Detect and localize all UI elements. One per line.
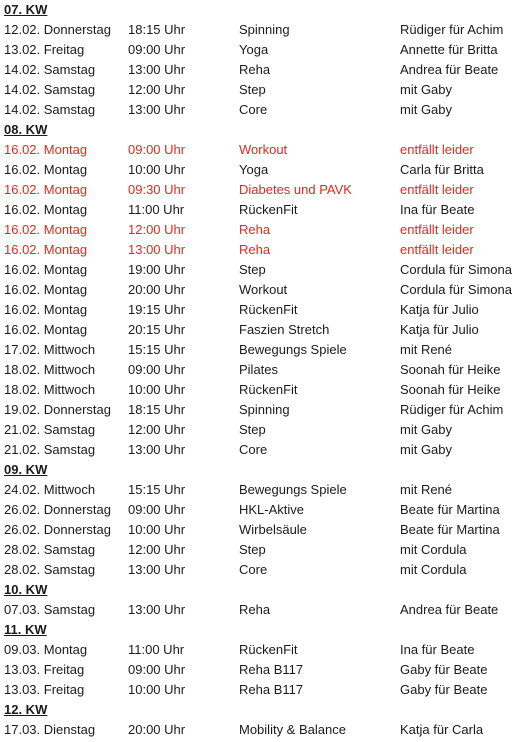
schedule-row <box>0 300 527 320</box>
course-cell: RückenFit <box>239 202 298 217</box>
note-cell: Beate für Martina <box>400 502 500 517</box>
time-cell: 20:00 Uhr <box>128 282 186 297</box>
note-cell: Katja für Julio <box>400 322 479 337</box>
course-cell: Core <box>239 562 268 577</box>
date-cell: 16.02. Montag <box>4 242 88 257</box>
week-label: 12. KW <box>4 702 48 717</box>
note-cell: Rüdiger für Achim <box>400 402 504 417</box>
schedule-row <box>0 420 527 440</box>
date-cell: 16.02. Montag <box>4 322 88 337</box>
week-label: 10. KW <box>4 582 48 597</box>
course-cell: Reha <box>239 242 271 257</box>
date-cell: 26.02. Donnerstag <box>4 522 111 537</box>
note-cell: entfällt leider <box>400 242 474 257</box>
course-cell: Mobility & Balance <box>239 722 346 737</box>
course-cell: Diabetes und PAVK <box>239 182 352 197</box>
course-cell: Bewegungs Spiele <box>239 342 347 357</box>
time-cell: 09:00 Uhr <box>128 42 186 57</box>
course-cell: Spinning <box>239 402 290 417</box>
note-cell: mit Cordula <box>400 562 467 577</box>
course-cell: Step <box>239 82 266 97</box>
time-cell: 12:00 Uhr <box>128 82 186 97</box>
time-cell: 13:00 Uhr <box>128 562 186 577</box>
note-cell: mit Gaby <box>400 82 453 97</box>
note-cell: entfällt leider <box>400 222 474 237</box>
note-cell: Ina für Beate <box>400 202 475 217</box>
schedule-row <box>0 80 527 100</box>
time-cell: 09:00 Uhr <box>128 362 186 377</box>
date-cell: 16.02. Montag <box>4 282 88 297</box>
date-cell: 09.03. Montag <box>4 642 88 657</box>
schedule-row <box>0 720 527 740</box>
time-cell: 13:00 Uhr <box>128 62 186 77</box>
week-header <box>0 120 527 140</box>
time-cell: 11:00 Uhr <box>128 202 185 217</box>
schedule-row <box>0 560 527 580</box>
date-cell: 28.02. Samstag <box>4 542 96 557</box>
note-cell: mit Gaby <box>400 422 453 437</box>
note-cell: Andrea für Beate <box>400 62 499 77</box>
time-cell: 09:00 Uhr <box>128 662 186 677</box>
schedule-row <box>0 440 527 460</box>
note-cell: Gaby für Beate <box>400 662 488 677</box>
week-label: 09. KW <box>4 462 48 477</box>
course-cell: Reha B117 <box>239 662 304 677</box>
week-header <box>0 460 527 480</box>
schedule-row <box>0 320 527 340</box>
date-cell: 13.03. Freitag <box>4 682 85 697</box>
schedule-row <box>0 20 527 40</box>
week-header <box>0 580 527 600</box>
course-cell: RückenFit <box>239 302 298 317</box>
schedule-row <box>0 260 527 280</box>
date-cell: 18.02. Mittwoch <box>4 362 96 377</box>
course-cell: Bewegungs Spiele <box>239 482 347 497</box>
time-cell: 12:00 Uhr <box>128 222 186 237</box>
date-cell: 16.02. Montag <box>4 182 88 197</box>
course-cell: Core <box>239 102 268 117</box>
schedule-row <box>0 520 527 540</box>
time-cell: 18:15 Uhr <box>128 402 186 417</box>
date-cell: 21.02. Samstag <box>4 442 96 457</box>
time-cell: 18:15 Uhr <box>128 22 186 37</box>
time-cell: 11:00 Uhr <box>128 642 185 657</box>
date-cell: 14.02. Samstag <box>4 62 96 77</box>
note-cell: Annette für Britta <box>400 42 498 57</box>
note-cell: mit René <box>400 342 453 357</box>
date-cell: 16.02. Montag <box>4 162 88 177</box>
date-cell: 28.02. Samstag <box>4 562 96 577</box>
date-cell: 16.02. Montag <box>4 142 88 157</box>
date-cell: 07.03. Samstag <box>4 602 96 617</box>
course-cell: Pilates <box>239 362 279 377</box>
schedule-row <box>0 200 527 220</box>
date-cell: 21.02. Samstag <box>4 422 96 437</box>
week-label: 08. KW <box>4 122 48 137</box>
note-cell: mit Cordula <box>400 542 467 557</box>
note-cell: mit Gaby <box>400 102 453 117</box>
date-cell: 13.02. Freitag <box>4 42 85 57</box>
date-cell: 16.02. Montag <box>4 202 88 217</box>
course-cell: Core <box>239 442 268 457</box>
note-cell: Carla für Britta <box>400 162 484 177</box>
time-cell: 12:00 Uhr <box>128 542 186 557</box>
date-cell: 13.03. Freitag <box>4 662 85 677</box>
date-cell: 17.03. Dienstag <box>4 722 96 737</box>
note-cell: entfällt leider <box>400 142 474 157</box>
time-cell: 12:00 Uhr <box>128 422 186 437</box>
note-cell: Soonah für Heike <box>400 382 501 397</box>
schedule-row-cancelled <box>0 140 527 160</box>
note-cell: Cordula für Simona <box>400 262 512 277</box>
course-cell: Reha <box>239 222 271 237</box>
course-cell: Yoga <box>239 162 269 177</box>
time-cell: 09:00 Uhr <box>128 502 186 517</box>
course-cell: Step <box>239 542 266 557</box>
schedule-row <box>0 160 527 180</box>
note-cell: Ina für Beate <box>400 642 475 657</box>
date-cell: 12.02. Donnerstag <box>4 22 111 37</box>
course-cell: Workout <box>239 282 288 297</box>
note-cell: mit Gaby <box>400 442 453 457</box>
time-cell: 10:00 Uhr <box>128 682 186 697</box>
course-cell: Spinning <box>239 22 290 37</box>
schedule-row <box>0 640 527 660</box>
schedule-row <box>0 380 527 400</box>
course-cell: Faszien Stretch <box>239 322 330 337</box>
time-cell: 13:00 Uhr <box>128 102 186 117</box>
schedule-row <box>0 40 527 60</box>
date-cell: 16.02. Montag <box>4 302 88 317</box>
note-cell: mit René <box>400 482 453 497</box>
time-cell: 20:15 Uhr <box>128 322 186 337</box>
time-cell: 09:30 Uhr <box>128 182 186 197</box>
note-cell: entfällt leider <box>400 182 474 197</box>
week-header <box>0 700 527 720</box>
time-cell: 19:00 Uhr <box>128 262 186 277</box>
course-cell: Reha B117 <box>239 682 304 697</box>
course-cell: Workout <box>239 142 288 157</box>
note-cell: Katja für Julio <box>400 302 479 317</box>
schedule-row <box>0 60 527 80</box>
course-cell: RückenFit <box>239 642 298 657</box>
note-cell: Soonah für Heike <box>400 362 501 377</box>
note-cell: Gaby für Beate <box>400 682 488 697</box>
course-cell: Yoga <box>239 42 269 57</box>
schedule-row <box>0 540 527 560</box>
note-cell: Andrea für Beate <box>400 602 499 617</box>
date-cell: 24.02. Mittwoch <box>4 482 96 497</box>
time-cell: 13:00 Uhr <box>128 442 186 457</box>
time-cell: 13:00 Uhr <box>128 242 186 257</box>
time-cell: 19:15 Uhr <box>128 302 186 317</box>
week-header <box>0 620 527 640</box>
schedule-row <box>0 660 527 680</box>
date-cell: 16.02. Montag <box>4 262 88 277</box>
course-cell: Reha <box>239 62 271 77</box>
course-cell: Reha <box>239 602 271 617</box>
schedule-row <box>0 600 527 620</box>
note-cell: Beate für Martina <box>400 522 500 537</box>
time-cell: 15:15 Uhr <box>128 482 186 497</box>
date-cell: 19.02. Donnerstag <box>4 402 111 417</box>
time-cell: 15:15 Uhr <box>128 342 186 357</box>
time-cell: 10:00 Uhr <box>128 382 186 397</box>
note-cell: Katja für Carla <box>400 722 484 737</box>
date-cell: 16.02. Montag <box>4 222 88 237</box>
date-cell: 18.02. Mittwoch <box>4 382 96 397</box>
course-cell: Step <box>239 422 266 437</box>
time-cell: 10:00 Uhr <box>128 162 186 177</box>
schedule-row <box>0 280 527 300</box>
date-cell: 14.02. Samstag <box>4 102 96 117</box>
schedule-row-cancelled <box>0 240 527 260</box>
schedule-row-cancelled <box>0 220 527 240</box>
note-cell: Rüdiger für Achim <box>400 22 504 37</box>
week-label: 11. KW <box>4 622 47 637</box>
schedule-row <box>0 360 527 380</box>
time-cell: 20:00 Uhr <box>128 722 186 737</box>
schedule-row <box>0 680 527 700</box>
course-cell: Wirbelsäule <box>239 522 307 537</box>
week-header <box>0 0 527 20</box>
course-cell: HKL-Aktive <box>239 502 305 517</box>
date-cell: 26.02. Donnerstag <box>4 502 111 517</box>
schedule-row <box>0 340 527 360</box>
course-cell: RückenFit <box>239 382 298 397</box>
time-cell: 13:00 Uhr <box>128 602 186 617</box>
note-cell: Cordula für Simona <box>400 282 512 297</box>
date-cell: 14.02. Samstag <box>4 82 96 97</box>
schedule-row <box>0 400 527 420</box>
schedule-row <box>0 100 527 120</box>
schedule-row <box>0 500 527 520</box>
date-cell: 17.02. Mittwoch <box>4 342 96 357</box>
time-cell: 09:00 Uhr <box>128 142 186 157</box>
week-label: 07. KW <box>4 2 48 17</box>
time-cell: 10:00 Uhr <box>128 522 186 537</box>
schedule-row <box>0 480 527 500</box>
course-cell: Step <box>239 262 266 277</box>
schedule-row-cancelled <box>0 180 527 200</box>
